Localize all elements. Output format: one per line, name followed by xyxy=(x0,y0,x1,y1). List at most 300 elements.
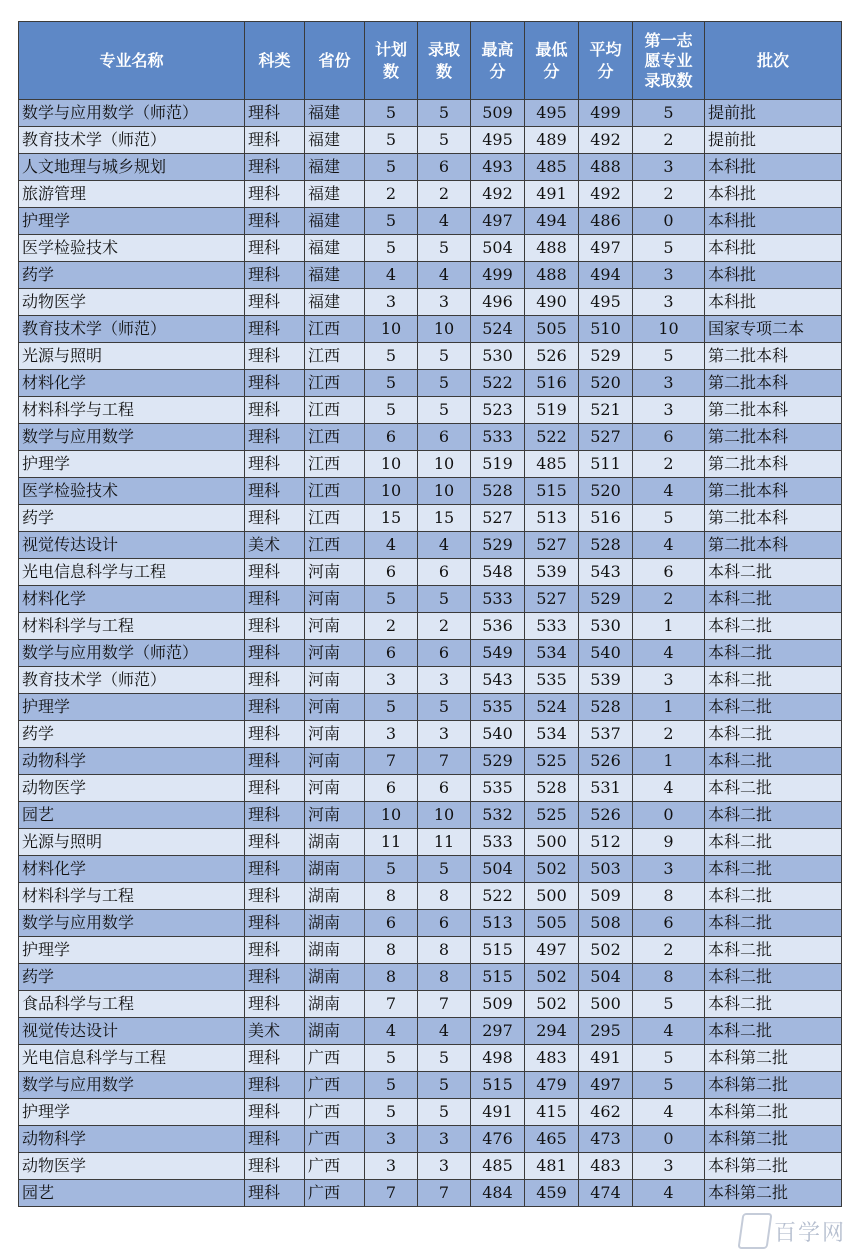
table-row xyxy=(19,181,842,208)
major-name-cell: 数学与应用数学（师范） xyxy=(19,640,245,667)
table-row xyxy=(19,1018,842,1045)
admit-count-cell: 3 xyxy=(418,289,471,316)
admit-count-cell: 4 xyxy=(418,532,471,559)
batch-cell: 提前批 xyxy=(705,127,842,154)
admit-count-cell: 4 xyxy=(418,1018,471,1045)
table-header xyxy=(19,22,842,100)
major-name-cell: 护理学 xyxy=(19,694,245,721)
table-row xyxy=(19,1072,842,1099)
max-score-cell: 496 xyxy=(471,289,525,316)
min-score-cell: 513 xyxy=(525,505,579,532)
max-score-cell: 535 xyxy=(471,775,525,802)
major-name-cell: 旅游管理 xyxy=(19,181,245,208)
min-score-cell: 415 xyxy=(525,1099,579,1126)
province-cell: 江西 xyxy=(305,343,365,370)
plan-count-cell: 5 xyxy=(365,586,418,613)
avg-score-cell: 483 xyxy=(579,1153,633,1180)
table-row xyxy=(19,397,842,424)
min-score-cell: 505 xyxy=(525,910,579,937)
col-batch: 批次 xyxy=(705,22,842,100)
first-choice-cell: 1 xyxy=(633,694,705,721)
table-row xyxy=(19,586,842,613)
major-name-cell: 护理学 xyxy=(19,937,245,964)
first-choice-cell: 8 xyxy=(633,883,705,910)
province-cell: 福建 xyxy=(305,262,365,289)
major-name-cell: 护理学 xyxy=(19,451,245,478)
max-score-cell: 519 xyxy=(471,451,525,478)
max-score-cell: 492 xyxy=(471,181,525,208)
province-cell: 江西 xyxy=(305,451,365,478)
max-score-cell: 497 xyxy=(471,208,525,235)
avg-score-cell: 540 xyxy=(579,640,633,667)
table-row xyxy=(19,991,842,1018)
admit-count-cell: 10 xyxy=(418,451,471,478)
province-cell: 广西 xyxy=(305,1072,365,1099)
province-cell: 湖南 xyxy=(305,1018,365,1045)
admit-count-cell: 6 xyxy=(418,640,471,667)
max-score-cell: 504 xyxy=(471,235,525,262)
plan-count-cell: 3 xyxy=(365,289,418,316)
min-score-cell: 488 xyxy=(525,262,579,289)
major-name-cell: 材料化学 xyxy=(19,586,245,613)
first-choice-cell: 5 xyxy=(633,991,705,1018)
first-choice-cell: 4 xyxy=(633,1018,705,1045)
book-logo-icon xyxy=(737,1213,772,1249)
min-score-cell: 481 xyxy=(525,1153,579,1180)
province-cell: 湖南 xyxy=(305,829,365,856)
table-row xyxy=(19,154,842,181)
first-choice-cell: 5 xyxy=(633,343,705,370)
max-score-cell: 476 xyxy=(471,1126,525,1153)
max-score-cell: 509 xyxy=(471,100,525,127)
avg-score-cell: 526 xyxy=(579,748,633,775)
min-score-cell: 502 xyxy=(525,856,579,883)
min-score-cell: 488 xyxy=(525,235,579,262)
major-name-cell: 材料科学与工程 xyxy=(19,397,245,424)
min-score-cell: 465 xyxy=(525,1126,579,1153)
subject-type-cell: 理科 xyxy=(245,586,305,613)
plan-count-cell: 5 xyxy=(365,343,418,370)
max-score-cell: 532 xyxy=(471,802,525,829)
batch-cell: 本科二批 xyxy=(705,586,842,613)
batch-cell: 第二批本科 xyxy=(705,397,842,424)
plan-count-cell: 4 xyxy=(365,1018,418,1045)
province-cell: 河南 xyxy=(305,721,365,748)
subject-type-cell: 理科 xyxy=(245,343,305,370)
plan-count-cell: 3 xyxy=(365,1153,418,1180)
admission-table xyxy=(18,21,842,1207)
table-row xyxy=(19,829,842,856)
major-name-cell: 医学检验技术 xyxy=(19,235,245,262)
batch-cell: 本科批 xyxy=(705,289,842,316)
admit-count-cell: 5 xyxy=(418,1045,471,1072)
first-choice-cell: 3 xyxy=(633,289,705,316)
admit-count-cell: 5 xyxy=(418,370,471,397)
max-score-cell: 543 xyxy=(471,667,525,694)
major-name-cell: 动物医学 xyxy=(19,775,245,802)
admit-count-cell: 5 xyxy=(418,856,471,883)
province-cell: 福建 xyxy=(305,154,365,181)
batch-cell: 本科二批 xyxy=(705,613,842,640)
province-cell: 江西 xyxy=(305,397,365,424)
table-row xyxy=(19,1045,842,1072)
first-choice-cell: 4 xyxy=(633,775,705,802)
first-choice-cell: 4 xyxy=(633,1099,705,1126)
admit-count-cell: 6 xyxy=(418,910,471,937)
avg-score-cell: 527 xyxy=(579,424,633,451)
plan-count-cell: 3 xyxy=(365,721,418,748)
max-score-cell: 548 xyxy=(471,559,525,586)
batch-cell: 本科批 xyxy=(705,262,842,289)
max-score-cell: 513 xyxy=(471,910,525,937)
avg-score-cell: 529 xyxy=(579,586,633,613)
subject-type-cell: 理科 xyxy=(245,559,305,586)
admit-count-cell: 7 xyxy=(418,748,471,775)
max-score-cell: 530 xyxy=(471,343,525,370)
subject-type-cell: 理科 xyxy=(245,262,305,289)
province-cell: 河南 xyxy=(305,802,365,829)
subject-type-cell: 理科 xyxy=(245,856,305,883)
avg-score-cell: 474 xyxy=(579,1180,633,1207)
max-score-cell: 533 xyxy=(471,424,525,451)
min-score-cell: 485 xyxy=(525,451,579,478)
max-score-cell: 533 xyxy=(471,586,525,613)
admit-count-cell: 7 xyxy=(418,1180,471,1207)
batch-cell: 本科第二批 xyxy=(705,1045,842,1072)
plan-count-cell: 5 xyxy=(365,154,418,181)
batch-cell: 本科二批 xyxy=(705,802,842,829)
plan-count-cell: 3 xyxy=(365,1126,418,1153)
admit-count-cell: 3 xyxy=(418,1126,471,1153)
batch-cell: 第二批本科 xyxy=(705,451,842,478)
max-score-cell: 491 xyxy=(471,1099,525,1126)
province-cell: 河南 xyxy=(305,613,365,640)
min-score-cell: 515 xyxy=(525,478,579,505)
max-score-cell: 549 xyxy=(471,640,525,667)
first-choice-cell: 0 xyxy=(633,1126,705,1153)
batch-cell: 本科第二批 xyxy=(705,1126,842,1153)
province-cell: 广西 xyxy=(305,1180,365,1207)
subject-type-cell: 理科 xyxy=(245,1045,305,1072)
table-row xyxy=(19,856,842,883)
avg-score-cell: 495 xyxy=(579,289,633,316)
first-choice-cell: 3 xyxy=(633,370,705,397)
min-score-cell: 528 xyxy=(525,775,579,802)
subject-type-cell: 美术 xyxy=(245,532,305,559)
avg-score-cell: 528 xyxy=(579,532,633,559)
admit-count-cell: 5 xyxy=(418,694,471,721)
table-row xyxy=(19,964,842,991)
col-min-score: 最低分 xyxy=(525,22,579,100)
major-name-cell: 光源与照明 xyxy=(19,343,245,370)
admit-count-cell: 5 xyxy=(418,100,471,127)
col-first-choice-count: 第一志愿专业录取数 xyxy=(633,22,705,100)
plan-count-cell: 6 xyxy=(365,775,418,802)
subject-type-cell: 理科 xyxy=(245,478,305,505)
table-row xyxy=(19,613,842,640)
first-choice-cell: 3 xyxy=(633,154,705,181)
max-score-cell: 529 xyxy=(471,748,525,775)
plan-count-cell: 5 xyxy=(365,370,418,397)
avg-score-cell: 491 xyxy=(579,1045,633,1072)
min-score-cell: 485 xyxy=(525,154,579,181)
plan-count-cell: 10 xyxy=(365,316,418,343)
major-name-cell: 视觉传达设计 xyxy=(19,1018,245,1045)
province-cell: 广西 xyxy=(305,1126,365,1153)
avg-score-cell: 521 xyxy=(579,397,633,424)
subject-type-cell: 理科 xyxy=(245,829,305,856)
batch-cell: 本科二批 xyxy=(705,694,842,721)
admit-count-cell: 5 xyxy=(418,1072,471,1099)
first-choice-cell: 4 xyxy=(633,640,705,667)
min-score-cell: 525 xyxy=(525,802,579,829)
max-score-cell: 495 xyxy=(471,127,525,154)
max-score-cell: 509 xyxy=(471,991,525,1018)
first-choice-cell: 4 xyxy=(633,478,705,505)
plan-count-cell: 5 xyxy=(365,1072,418,1099)
batch-cell: 本科批 xyxy=(705,235,842,262)
batch-cell: 本科二批 xyxy=(705,991,842,1018)
avg-score-cell: 512 xyxy=(579,829,633,856)
major-name-cell: 数学与应用数学（师范） xyxy=(19,100,245,127)
province-cell: 广西 xyxy=(305,1153,365,1180)
max-score-cell: 484 xyxy=(471,1180,525,1207)
batch-cell: 第二批本科 xyxy=(705,370,842,397)
province-cell: 福建 xyxy=(305,235,365,262)
admit-count-cell: 5 xyxy=(418,235,471,262)
first-choice-cell: 10 xyxy=(633,316,705,343)
first-choice-cell: 3 xyxy=(633,856,705,883)
admit-count-cell: 4 xyxy=(418,262,471,289)
major-name-cell: 材料化学 xyxy=(19,856,245,883)
major-name-cell: 视觉传达设计 xyxy=(19,532,245,559)
admit-count-cell: 8 xyxy=(418,883,471,910)
major-name-cell: 数学与应用数学 xyxy=(19,1072,245,1099)
major-name-cell: 光源与照明 xyxy=(19,829,245,856)
subject-type-cell: 理科 xyxy=(245,613,305,640)
first-choice-cell: 5 xyxy=(633,100,705,127)
province-cell: 广西 xyxy=(305,1045,365,1072)
subject-type-cell: 理科 xyxy=(245,208,305,235)
avg-score-cell: 504 xyxy=(579,964,633,991)
admit-count-cell: 6 xyxy=(418,154,471,181)
province-cell: 湖南 xyxy=(305,910,365,937)
province-cell: 江西 xyxy=(305,316,365,343)
province-cell: 江西 xyxy=(305,370,365,397)
plan-count-cell: 5 xyxy=(365,127,418,154)
admit-count-cell: 10 xyxy=(418,478,471,505)
avg-score-cell: 486 xyxy=(579,208,633,235)
batch-cell: 本科二批 xyxy=(705,829,842,856)
table-row xyxy=(19,802,842,829)
subject-type-cell: 理科 xyxy=(245,640,305,667)
plan-count-cell: 10 xyxy=(365,478,418,505)
major-name-cell: 动物科学 xyxy=(19,748,245,775)
batch-cell: 本科二批 xyxy=(705,964,842,991)
subject-type-cell: 理科 xyxy=(245,451,305,478)
max-score-cell: 523 xyxy=(471,397,525,424)
batch-cell: 第二批本科 xyxy=(705,343,842,370)
avg-score-cell: 528 xyxy=(579,694,633,721)
table-row xyxy=(19,424,842,451)
plan-count-cell: 2 xyxy=(365,613,418,640)
first-choice-cell: 2 xyxy=(633,721,705,748)
max-score-cell: 515 xyxy=(471,1072,525,1099)
first-choice-cell: 4 xyxy=(633,1180,705,1207)
major-name-cell: 人文地理与城乡规划 xyxy=(19,154,245,181)
major-name-cell: 教育技术学（师范） xyxy=(19,127,245,154)
avg-score-cell: 502 xyxy=(579,937,633,964)
province-cell: 湖南 xyxy=(305,883,365,910)
admit-count-cell: 7 xyxy=(418,991,471,1018)
subject-type-cell: 理科 xyxy=(245,235,305,262)
admit-count-cell: 5 xyxy=(418,127,471,154)
table-row xyxy=(19,640,842,667)
major-name-cell: 动物科学 xyxy=(19,1126,245,1153)
admit-count-cell: 5 xyxy=(418,1099,471,1126)
major-name-cell: 药学 xyxy=(19,721,245,748)
subject-type-cell: 理科 xyxy=(245,370,305,397)
plan-count-cell: 6 xyxy=(365,910,418,937)
admit-count-cell: 6 xyxy=(418,775,471,802)
subject-type-cell: 理科 xyxy=(245,1153,305,1180)
subject-type-cell: 理科 xyxy=(245,667,305,694)
table-row xyxy=(19,1099,842,1126)
min-score-cell: 516 xyxy=(525,370,579,397)
province-cell: 河南 xyxy=(305,775,365,802)
table-row xyxy=(19,262,842,289)
subject-type-cell: 理科 xyxy=(245,883,305,910)
min-score-cell: 489 xyxy=(525,127,579,154)
province-cell: 湖南 xyxy=(305,937,365,964)
plan-count-cell: 8 xyxy=(365,964,418,991)
province-cell: 福建 xyxy=(305,289,365,316)
table-row xyxy=(19,370,842,397)
subject-type-cell: 理科 xyxy=(245,100,305,127)
plan-count-cell: 7 xyxy=(365,748,418,775)
province-cell: 广西 xyxy=(305,1099,365,1126)
plan-count-cell: 11 xyxy=(365,829,418,856)
watermark-logo: 百学网 xyxy=(773,1220,846,1246)
admit-count-cell: 3 xyxy=(418,1153,471,1180)
batch-cell: 第二批本科 xyxy=(705,424,842,451)
table-row xyxy=(19,748,842,775)
plan-count-cell: 7 xyxy=(365,1180,418,1207)
plan-count-cell: 4 xyxy=(365,262,418,289)
first-choice-cell: 5 xyxy=(633,235,705,262)
col-max-score: 最高分 xyxy=(471,22,525,100)
min-score-cell: 502 xyxy=(525,991,579,1018)
col-avg-score: 平均分 xyxy=(579,22,633,100)
table-row xyxy=(19,910,842,937)
batch-cell: 本科二批 xyxy=(705,748,842,775)
avg-score-cell: 516 xyxy=(579,505,633,532)
table-row xyxy=(19,343,842,370)
table-row xyxy=(19,505,842,532)
min-score-cell: 519 xyxy=(525,397,579,424)
max-score-cell: 524 xyxy=(471,316,525,343)
subject-type-cell: 理科 xyxy=(245,1072,305,1099)
batch-cell: 本科二批 xyxy=(705,640,842,667)
plan-count-cell: 6 xyxy=(365,559,418,586)
first-choice-cell: 8 xyxy=(633,964,705,991)
min-score-cell: 479 xyxy=(525,1072,579,1099)
province-cell: 江西 xyxy=(305,532,365,559)
min-score-cell: 490 xyxy=(525,289,579,316)
major-name-cell: 药学 xyxy=(19,505,245,532)
min-score-cell: 294 xyxy=(525,1018,579,1045)
avg-score-cell: 511 xyxy=(579,451,633,478)
watermark xyxy=(696,1211,846,1251)
batch-cell: 提前批 xyxy=(705,100,842,127)
first-choice-cell: 6 xyxy=(633,910,705,937)
plan-count-cell: 5 xyxy=(365,1045,418,1072)
subject-type-cell: 理科 xyxy=(245,505,305,532)
province-cell: 湖南 xyxy=(305,964,365,991)
batch-cell: 本科二批 xyxy=(705,775,842,802)
min-score-cell: 539 xyxy=(525,559,579,586)
major-name-cell: 教育技术学（师范） xyxy=(19,667,245,694)
major-name-cell: 动物医学 xyxy=(19,289,245,316)
plan-count-cell: 2 xyxy=(365,181,418,208)
batch-cell: 本科二批 xyxy=(705,937,842,964)
major-name-cell: 材料化学 xyxy=(19,370,245,397)
admission-table-container xyxy=(18,21,841,1207)
batch-cell: 本科第二批 xyxy=(705,1180,842,1207)
admit-count-cell: 11 xyxy=(418,829,471,856)
major-name-cell: 数学与应用数学 xyxy=(19,910,245,937)
subject-type-cell: 理科 xyxy=(245,937,305,964)
first-choice-cell: 6 xyxy=(633,559,705,586)
avg-score-cell: 492 xyxy=(579,127,633,154)
first-choice-cell: 2 xyxy=(633,451,705,478)
batch-cell: 本科批 xyxy=(705,208,842,235)
plan-count-cell: 15 xyxy=(365,505,418,532)
table-row xyxy=(19,235,842,262)
plan-count-cell: 3 xyxy=(365,667,418,694)
max-score-cell: 528 xyxy=(471,478,525,505)
max-score-cell: 493 xyxy=(471,154,525,181)
province-cell: 福建 xyxy=(305,208,365,235)
subject-type-cell: 理科 xyxy=(245,991,305,1018)
avg-score-cell: 499 xyxy=(579,100,633,127)
min-score-cell: 534 xyxy=(525,640,579,667)
first-choice-cell: 3 xyxy=(633,262,705,289)
major-name-cell: 光电信息科学与工程 xyxy=(19,1045,245,1072)
max-score-cell: 498 xyxy=(471,1045,525,1072)
max-score-cell: 504 xyxy=(471,856,525,883)
min-score-cell: 524 xyxy=(525,694,579,721)
table-row xyxy=(19,532,842,559)
province-cell: 湖南 xyxy=(305,991,365,1018)
batch-cell: 本科第二批 xyxy=(705,1099,842,1126)
avg-score-cell: 530 xyxy=(579,613,633,640)
avg-score-cell: 537 xyxy=(579,721,633,748)
admit-count-cell: 2 xyxy=(418,181,471,208)
first-choice-cell: 2 xyxy=(633,181,705,208)
province-cell: 河南 xyxy=(305,694,365,721)
admit-count-cell: 8 xyxy=(418,937,471,964)
min-score-cell: 483 xyxy=(525,1045,579,1072)
avg-score-cell: 494 xyxy=(579,262,633,289)
first-choice-cell: 5 xyxy=(633,1045,705,1072)
avg-score-cell: 295 xyxy=(579,1018,633,1045)
major-name-cell: 护理学 xyxy=(19,208,245,235)
subject-type-cell: 理科 xyxy=(245,154,305,181)
batch-cell: 本科批 xyxy=(705,154,842,181)
min-score-cell: 495 xyxy=(525,100,579,127)
max-score-cell: 540 xyxy=(471,721,525,748)
